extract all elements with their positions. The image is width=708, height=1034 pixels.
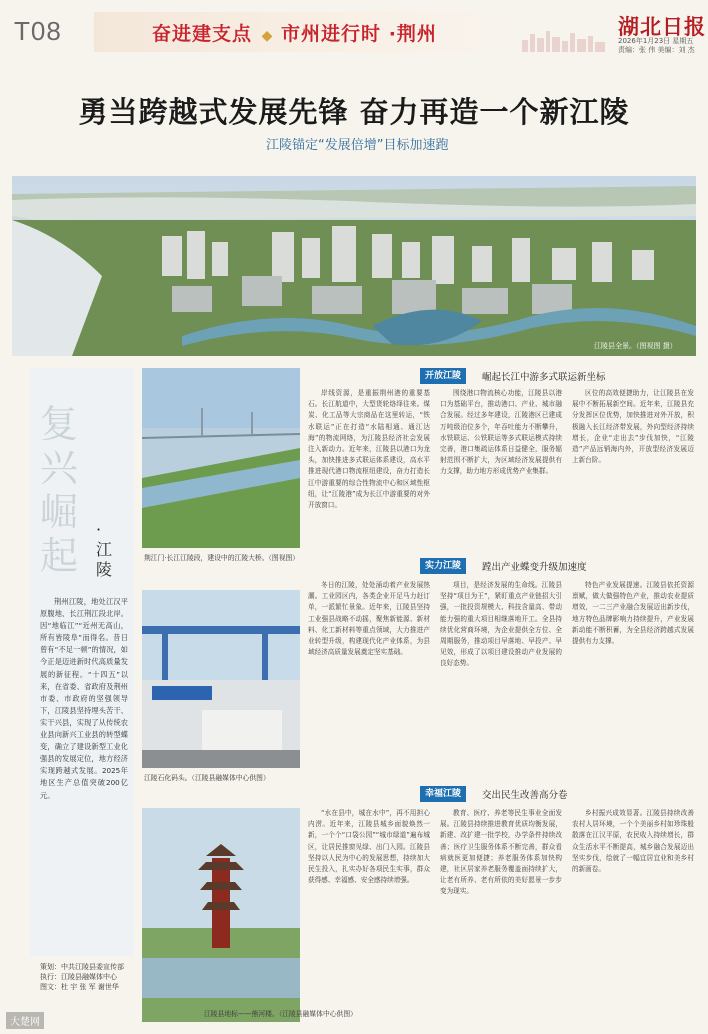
main-photo-caption: 江陵县全景。（图视图 摄） <box>594 342 677 350</box>
section-tag: 实力江陵 <box>420 558 466 574</box>
subheadline: 江陵锚定“发展倍增”目标加速跑 <box>266 138 449 153</box>
section-title: 蹚出产业蝶变升级加速度 <box>482 562 587 573</box>
sidebar-calligraphy-sub: ·江陵 <box>96 520 113 579</box>
issue-editors: 责编：张 伟 美编：刘 杰 <box>618 46 695 54</box>
banner-part1: 奋进建支点 <box>152 23 253 45</box>
section-tag: 幸福江陵 <box>420 786 466 802</box>
article-text: 岸线资源，是重振荆州港的重要基石。长江航道中，大型货轮络绎往来。煤炭、化工品等大宗商品在这里转运，“铁水联运”正在打造“水陆相通、通江达海”的物流网络，为江陵县经济社会发展注入新动力。近年来，江陵县以港口为龙头，加快推进多式联运体系建设，高水平推进现代港口物流枢纽建设，奋力打造长江中游重要的综合性物流中心和区域性枢纽，让“江陵港”成为长江中游重要的对外开放窗口。 <box>308 389 430 510</box>
article-text: 项目，是经济发展的生命线。江陵县坚持“项目为王”，紧盯重点产业链招大引强，一批投资规模大、科技含量高、带动能力强的重大项目相继落地开工。全县持续优化营商环境，为企业提供全方位、全周期服务，推动项目早落地、早投产、早见效，形成了以项目建设推动产业发展的良好态势。 <box>440 581 562 668</box>
article-text: 区位的高效便捷助力，让江陵县在发展中不断拓展新空间。近年来，江陵县充分发挥区位优势，加快推进对外开放，积极融入长江经济带发展，外向型经济持续增长，企业“走出去”步伐加快，“江陵造”产品远销海内外，开放型经济发展迈上新台阶。 <box>572 389 694 465</box>
section-header-open <box>420 368 700 384</box>
sidebar-intro-text: 荆州江陵，地处江汉平原腹地、长江荆江段北岸。因“地临江”“近州无高山，所有皆陵阜”而得名。昔日曾有“不足一顿”的情况，如今正是迈进新时代高质量发展的新征程。“十四五”以来，在省委、省政府及荆州市委、市政府的坚强领导下，江陵县坚持埋头苦干、实干兴县，实现了从传统农业县向新兴工业县的转型蝶变，确立了建设新型工业化强县的发展定位，地方经济实现跨越式发展。2025年地区生产总值突破200亿元。 <box>40 597 128 800</box>
section-title: 交出民生改善高分卷 <box>482 790 568 801</box>
article-text: “水在县中，城在水中”，再不用担心内涝。近年来，江陵县城乡面貌焕然一新，一个个“口袋公园”“城市绿道”遍布城区，让居民推窗见绿、出门入园。江陵县坚持以人民为中心的发展思想，持续加大民生投入，扎实办好各项民生实事，群众获得感、幸福感、安全感持续增强。 <box>308 809 430 885</box>
banner-part3: ·荆州 <box>388 23 437 45</box>
pagoda-tower-photo <box>142 808 300 1022</box>
section-header-happiness <box>420 786 700 802</box>
banner-separator: ◆ <box>261 28 274 44</box>
river-bridge-photo <box>142 368 300 548</box>
article-text: 冬日的江陵，处处涌动着产业发展热潮。工业园区内，各类企业开足马力赶订单，一派繁忙景象。近年来，江陵县坚持工业强县战略不动摇，聚焦新能源、新材料、化工新材料等重点领域，大力推进产业转型升级，构建现代化产业体系，为县域经济高质量发展奠定坚实基础。 <box>308 581 430 657</box>
page-number: T08 <box>14 16 62 46</box>
article-text: 围绕港口物流核心功能，江陵县以港口为基础平台，推动港口、产业、城市融合发展。经过多年建设，江陵港区已建成万吨级泊位多个，年吞吐能力不断攀升，水铁联运、公铁联运等多式联运模式持续完善，港口集疏运体系日益健全，服务辐射范围不断扩大，为区域经济发展提供有力支撑，助力地方形成优势产业集群。 <box>440 389 562 476</box>
sidebar-credits: 策划：中共江陵县委宣传部 执行：江陵县融媒体中心 图文：杜 宇 张 军 谢世华 <box>40 963 124 991</box>
main-headline: 勇当跨越式发展先锋 奋力再造一个新江陵 <box>78 95 630 129</box>
banner-part2: 市州进行时 <box>281 23 382 45</box>
section-title: 崛起长江中游多式联运新坐标 <box>482 372 606 383</box>
article-text: 特色产业发展提速。江陵县依托资源禀赋，做大做强特色产业，推动农业提质增效，一二三产业融合发展迈出新步伐，地方特色品牌影响力持续提升，产业发展新动能不断积蓄，为全县经济跨越式发展提供有力支撑。 <box>572 581 694 646</box>
issue-date: 2026年1月23日 星期五 <box>618 37 694 45</box>
newspaper-masthead: 湖北日报 <box>618 14 706 39</box>
section-banner-title <box>152 19 437 46</box>
main-aerial-photo <box>12 176 696 356</box>
side-photo-caption-2: 江陵石化码头。（江陵县融媒体中心供图） <box>144 774 270 782</box>
port-terminal-photo <box>142 590 300 768</box>
side-photo-caption-3: 江陵县地标——熊河楼。（江陵县融媒体中心供图） <box>204 1010 357 1018</box>
issue-info <box>618 37 695 55</box>
side-photo-caption-1: 荆江门·长江江陵段，建设中的江陵大桥。（图视图） <box>144 554 300 562</box>
watermark-logo: 大楚网 <box>6 1012 44 1029</box>
section-tag: 开放江陵 <box>420 368 466 384</box>
article-text: 教育、医疗、养老等民生事业全面发展。江陵县持续推进教育优质均衡发展，新建、改扩建一批学校，办学条件持续改善；医疗卫生服务体系不断完善，群众看病就医更加便捷；养老服务体系加快构建，社区居家养老服务覆盖面持续扩大，让老有所养、老有所依的美好愿景一步步变为现实。 <box>440 809 562 896</box>
section-header-strength <box>420 558 700 574</box>
article-text: 乡村振兴成效显著。江陵县持续改善农村人居环境，一个个美丽乡村如珍珠般散落在江汉平原，农民收入持续增长，群众生活水平不断提高，城乡融合发展迈出坚实步伐，绘就了一幅宜居宜业和美乡村的新画卷。 <box>572 809 694 874</box>
sidebar-calligraphy: 复兴崛起 <box>40 402 79 578</box>
skyline-icon <box>520 28 610 52</box>
